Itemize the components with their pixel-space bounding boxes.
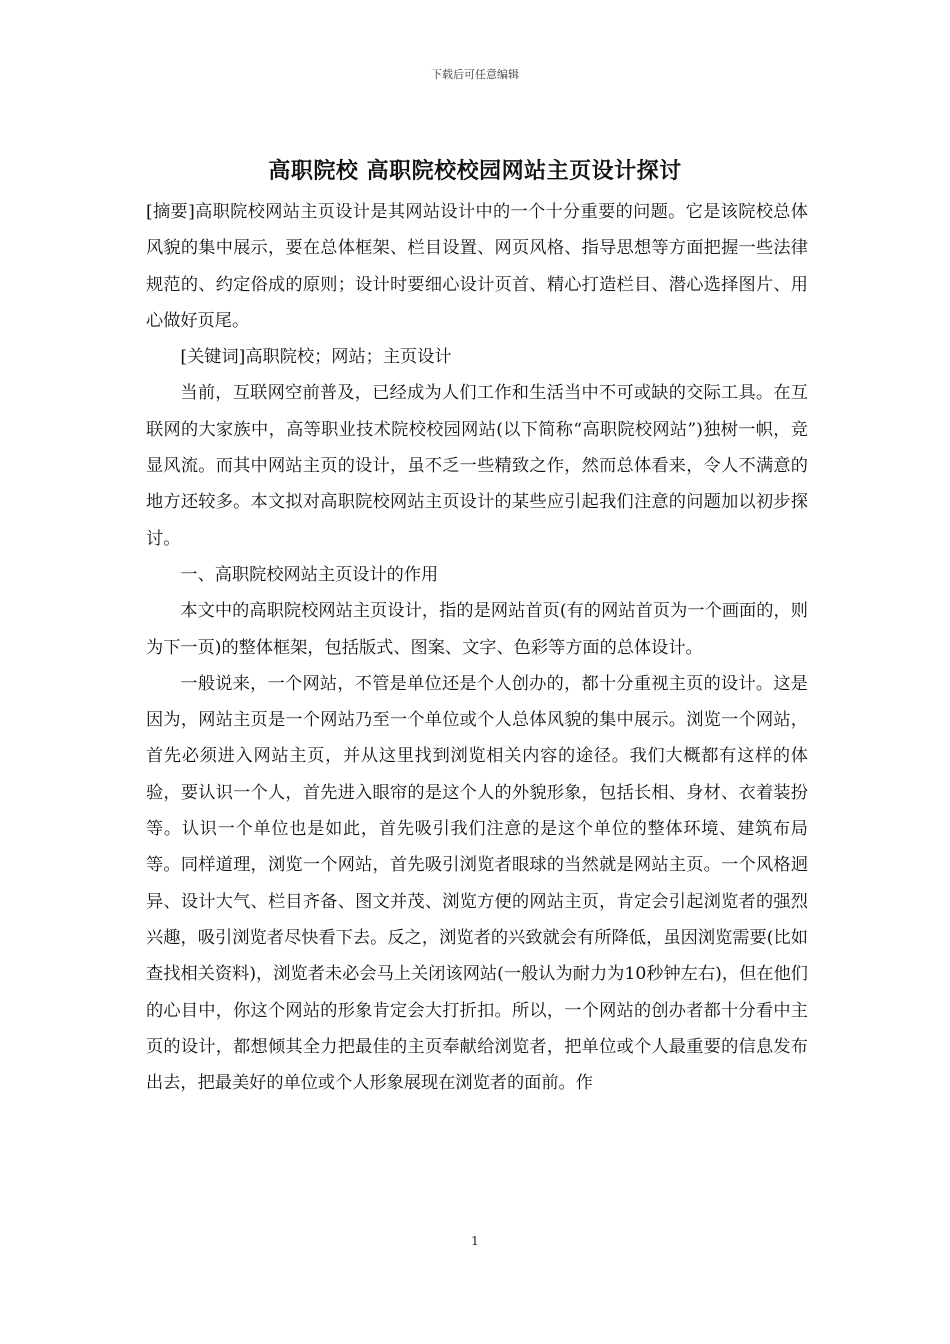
document-title: 高职院校 高职院校校园网站主页设计探讨 bbox=[268, 158, 682, 184]
page-header: 下载后可任意编辑 bbox=[431, 68, 519, 81]
body-paragraph: 本文中的高职院校网站主页设计，指的是网站首页(有的网站首页为一个画面的，则为下一页)的整体框架，包括版式、图案、文字、色彩等方面的总体设计。 bbox=[146, 601, 808, 658]
abstract-paragraph: [摘要]高职院校网站主页设计是其网站设计中的一个十分重要的问题。它是该院校总体风貌的集中展示，要在总体框架、栏目设置、网页风格、指导思想等方面把握一些法律规范的、约定俗成的原则；设计时要细心设计页首、精心打造栏目、潜心选择图片、用心做好页尾。 bbox=[146, 202, 808, 331]
body-paragraph: 一般说来，一个网站，不管是单位还是个人创办的，都十分重视主页的设计。这是因为，网站主页是一个网站乃至一个单位或个人总体风貌的集中展示。浏览一个网站，首先必须进入网站主页，并从这里找到浏览相关内容的途径。我们大概都有这样的体验，要认识一个人，首先进入眼帘的是这个人的外貌形象，包括长相、身材、衣着装扮等。认识一个单位也是如此，首先吸引我们注意的是这个单位的整体环境、建筑布局等。同样道理，浏览一个网站，首先吸引浏览者眼球的当然就是网站主页。一个风格迥异、设计大气、栏目齐备、图文并茂、浏览方便的网站主页，肯定会引起浏览者的强烈兴趣，吸引浏览者尽快看下去。反之，浏览者的兴致就会有所降低，虽因浏览需要(比如查找相关资料)，浏览者未必会马上关闭该网站(一般认为耐力为10秒钟左右)，但在他们的心目中，你这个网站的形象肯定会大打折扣。所以，一个网站的创办者都十分看中主页的设计，都想倾其全力把最佳的主页奉献给浏览者，把单位或个人最重要的信息发布出去，把最美好的单位或个人形象展现在浏览者的面前。作 bbox=[146, 673, 808, 1094]
section-heading: 一、高职院校网站主页设计的作用 bbox=[180, 564, 439, 585]
page-number: 1 bbox=[471, 1234, 479, 1248]
keywords-paragraph: [关键词]高职院校；网站；主页设计 bbox=[180, 347, 452, 368]
intro-paragraph: 当前，互联网空前普及，已经成为人们工作和生活当中不可或缺的交际工具。在互联网的大家族中，高等职业技术院校校园网站(以下简称“高职院校网站”)独树一帜，竞显风流。而其中网站主页的设计，虽不乏一些精致之作，然而总体看来，令人不满意的地方还较多。本文拟对高职院校网站主页设计的某些应引起我们注意的问题加以初步探讨。 bbox=[146, 383, 808, 549]
document-body bbox=[146, 194, 808, 1101]
